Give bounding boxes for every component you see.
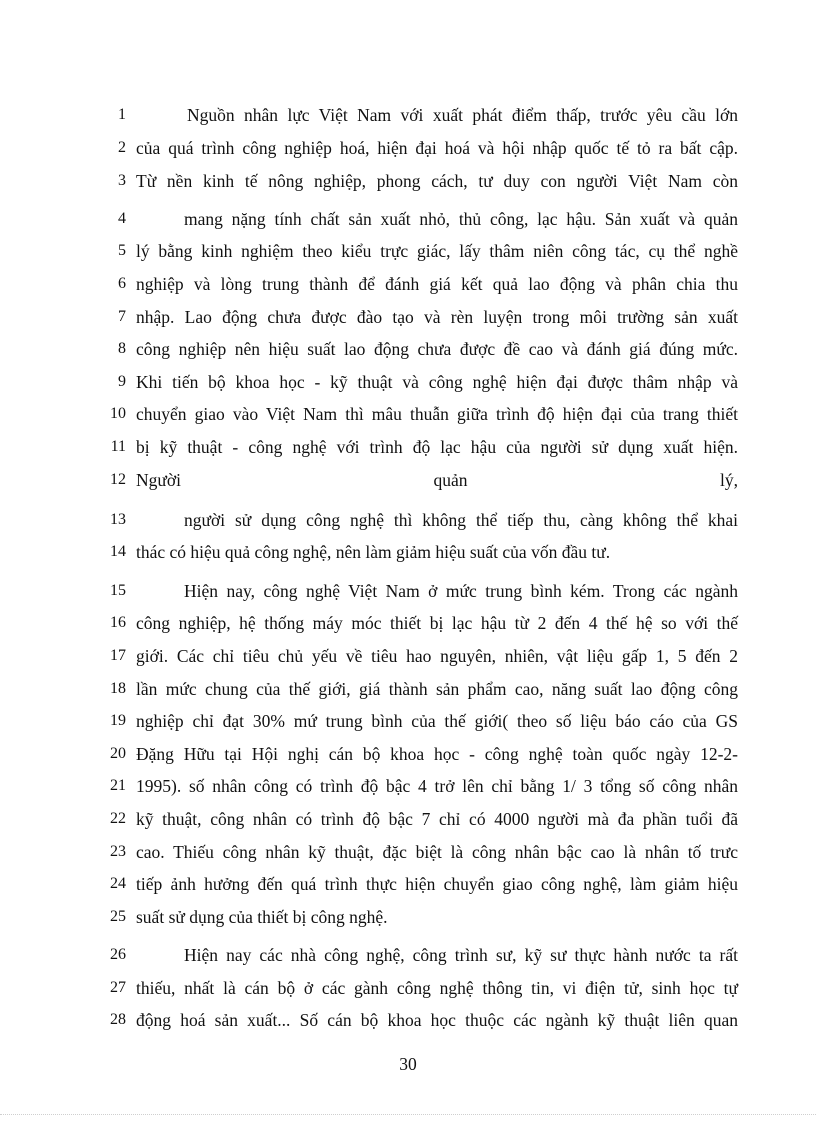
line-text: bị kỹ thuật - công nghệ với trình độ lạc hậu của người sử dụng xuất hiện. <box>136 437 738 457</box>
document-line <box>0 773 816 799</box>
document-line <box>0 806 816 832</box>
line-number: 28 <box>110 1011 126 1028</box>
document-line <box>0 168 816 194</box>
line-number: 7 <box>118 308 126 325</box>
document-line <box>0 871 816 897</box>
line-text: Hiện nay, công nghệ Việt Nam ở mức trung bình kém. Trong các ngành <box>184 581 738 601</box>
document-line <box>0 539 816 565</box>
document-line <box>0 369 816 395</box>
document-line <box>0 643 816 669</box>
line-text: của quá trình công nghiệp hoá, hiện đại hoá và hội nhập quốc tế tỏ ra bất cập. <box>136 138 738 158</box>
line-number: 24 <box>110 875 126 892</box>
line-text: lý bằng kinh nghiệm theo kiểu trực giác, lấy thâm niên công tác, cụ thể nghề <box>136 241 738 261</box>
line-text: người sử dụng công nghệ thì không thể tiếp thu, càng không thể khai <box>184 510 738 530</box>
document-line <box>0 401 816 427</box>
document-line <box>0 467 816 493</box>
line-number: 2 <box>118 139 126 156</box>
document-line <box>0 206 816 232</box>
line-text: tiếp ảnh hưởng đến quá trình thực hiện chuyển giao công nghệ, làm giảm hiệu <box>136 874 738 894</box>
line-text: động hoá sản xuất... Số cán bộ khoa học thuộc các ngành kỹ thuật liên quan <box>136 1010 738 1030</box>
line-text: nhập. Lao động chưa được đào tạo và rèn luyện trong môi trường sản xuất <box>136 307 738 327</box>
line-number: 21 <box>110 777 126 794</box>
line-text: 1995). số nhân công có trình độ bậc 4 trở lên chỉ bằng 1/ 3 tổng số công nhân <box>136 776 738 796</box>
line-number: 1 <box>118 106 126 123</box>
document-line <box>0 507 816 533</box>
line-number: 25 <box>110 908 126 925</box>
document-line <box>0 102 816 128</box>
document-line <box>0 304 816 330</box>
page-bottom-divider <box>0 1114 816 1115</box>
document-line <box>0 336 816 362</box>
line-number: 9 <box>118 373 126 390</box>
line-text: Khi tiến bộ khoa học - kỹ thuật và công nghệ hiện đại được thâm nhập và <box>136 372 738 392</box>
line-number: 5 <box>118 242 126 259</box>
line-text: Người quản lý, <box>136 470 738 490</box>
line-number: 8 <box>118 340 126 357</box>
line-text: nghiệp và lòng trung thành để đánh giá kết quả lao động và phân chia thu <box>136 274 738 294</box>
line-text: Hiện nay các nhà công nghệ, công trình sư, kỹ sư thực hành nước ta rất <box>184 945 738 965</box>
line-text: giới. Các chỉ tiêu chủ yếu về tiêu hao nguyên, nhiên, vật liệu gấp 1, 5 đến 2 <box>136 646 738 666</box>
line-text: thiếu, nhất là cán bộ ở các gành công nghệ thông tin, vi điện tử, sinh học tự <box>136 978 738 998</box>
document-line <box>0 434 816 460</box>
line-text: nghiệp chỉ đạt 30% mứ trung bình của thế giới( theo số liệu báo cáo của GS <box>136 711 738 731</box>
line-number: 13 <box>110 511 126 528</box>
line-text: lần mức chung của thế giới, giá thành sản phẩm cao, năng suất lao động công <box>136 679 738 699</box>
line-text: chuyển giao vào Việt Nam thì mâu thuẫn giữa trình độ hiện đại của trang thiết <box>136 404 738 424</box>
line-number: 6 <box>118 275 126 292</box>
line-number: 20 <box>110 745 126 762</box>
document-line <box>0 676 816 702</box>
line-number: 19 <box>110 712 126 729</box>
line-number: 4 <box>118 210 126 227</box>
document-line <box>0 271 816 297</box>
line-number: 17 <box>110 647 126 664</box>
document-line <box>0 904 816 930</box>
document-line <box>0 741 816 767</box>
document-line <box>0 578 816 604</box>
line-text: thác có hiệu quả công nghệ, nên làm giảm hiệu suất của vốn đầu tư. <box>136 542 611 562</box>
line-number: 3 <box>118 172 126 189</box>
page-number: 30 <box>399 1054 417 1074</box>
line-number: 27 <box>110 979 126 996</box>
document-line <box>0 1007 816 1033</box>
line-number: 22 <box>110 810 126 827</box>
line-number: 14 <box>110 543 126 560</box>
document-line <box>0 610 816 636</box>
line-text: mang nặng tính chất sản xuất nhỏ, thủ công, lạc hậu. Sản xuất và quản <box>184 209 738 229</box>
line-text: Nguồn nhân lực Việt Nam với xuất phát điểm thấp, trước yêu cầu lớn <box>187 105 738 125</box>
line-number: 23 <box>110 843 126 860</box>
document-line <box>0 708 816 734</box>
document-line <box>0 839 816 865</box>
line-number: 15 <box>110 582 126 599</box>
line-number: 10 <box>110 405 126 422</box>
line-text: suất sử dụng của thiết bị công nghệ. <box>136 907 388 927</box>
document-line <box>0 975 816 1001</box>
line-number: 18 <box>110 680 126 697</box>
document-line <box>0 942 816 968</box>
line-text: Từ nền kinh tế nông nghiệp, phong cách, tư duy con người Việt Nam còn <box>136 171 738 191</box>
line-number: 11 <box>110 438 126 455</box>
line-text: cao. Thiếu công nhân kỹ thuật, đặc biệt là công nhân bậc cao là nhân tố trưc <box>136 842 738 862</box>
line-text: công nghiệp, hệ thống máy móc thiết bị lạc hậu từ 2 đến 4 thế hệ so với thế <box>136 613 738 633</box>
line-number: 12 <box>110 471 126 488</box>
line-text: kỹ thuật, công nhân có trình độ bậc 7 chỉ có 4000 người mà đa phần tuổi đã <box>136 809 738 829</box>
document-line <box>0 238 816 264</box>
line-number: 26 <box>110 946 126 963</box>
line-text: công nghiệp nên hiệu suất lao động chưa được đề cao và đánh giá đúng mức. <box>136 339 738 359</box>
line-number: 16 <box>110 614 126 631</box>
line-text: Đặng Hữu tại Hội nghị cán bộ khoa học - công nghệ toàn quốc ngày 12-2- <box>136 744 738 764</box>
document-line <box>0 135 816 161</box>
